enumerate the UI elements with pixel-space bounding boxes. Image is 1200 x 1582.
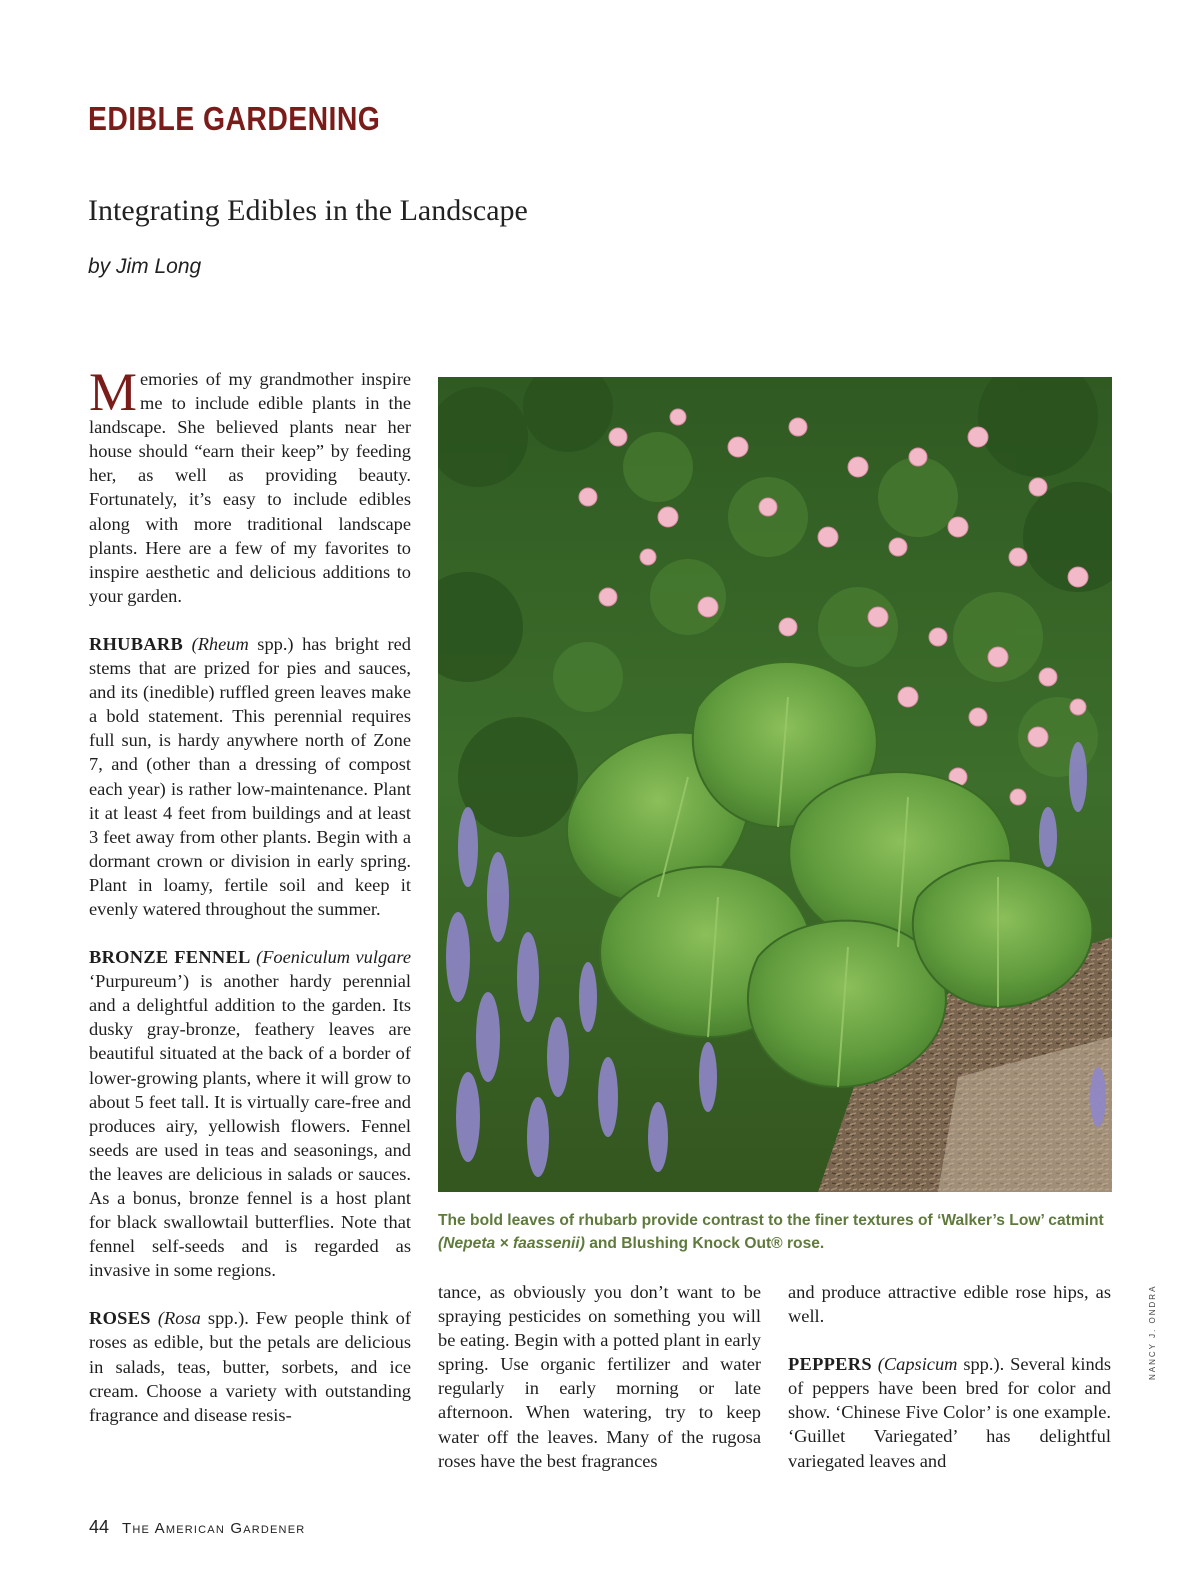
caption-text-1: The bold leaves of rhubarb provide contrast to the finer textures of ‘Walker’s Low’ catmint <box>438 1212 1104 1229</box>
peppers-latin: (Capsicum <box>877 1354 958 1375</box>
roses-text: spp.). Few people think of roses as edible, but the petals are delicious in salads, teas, butter, sorbets, and ice cream. Choose a variety with outstanding fragrance and disease resis- <box>89 1308 411 1425</box>
roses-latin: (Rosa <box>157 1308 201 1329</box>
column-3 <box>788 1280 1111 1497</box>
peppers-paragraph <box>788 1352 1111 1472</box>
page-footer <box>89 1517 305 1538</box>
fennel-paragraph <box>89 945 411 1282</box>
publication-name: The American Gardener <box>122 1520 306 1537</box>
caption-italic: (Nepeta × faassenii) <box>438 1235 585 1252</box>
rhubarb-latin-tail: spp.) <box>248 633 294 654</box>
drop-cap: M <box>89 362 138 422</box>
roses-col3: and produce attractive edible rose hips, as well. <box>788 1282 1111 1327</box>
fennel-text: ‘Purpureum’) is another hardy perennial and a delightful addition to the garden. Its dusky gray-bronze, feathery leaves are beautiful situated at the back of a border of lower-growing plants, where it will grow to about 5 feet tall. It is virtually care-free and produces airy, yellowish flowers. Fennel seeds are used in teas and seasonings, and the leaves are delicious in salads or sauces. As a bonus, bronze fennel is a host plant for black swallowtail butterflies. Note that fennel self-seeds and is regarded as invasive in some regions. <box>89 971 411 1281</box>
fennel-latin: (Foeniculum vulgare <box>256 947 411 968</box>
garden-photo <box>438 377 1112 1192</box>
rhubarb-paragraph <box>89 632 411 921</box>
peppers-text: spp.). Several kinds of peppers have been bred for color and show. ‘Chinese Five Color’ is one example. ‘Guillet Variegated’ has delightful variegated leaves and <box>788 1354 1111 1471</box>
photo-credit: NANCY J. ONDRA <box>1148 1284 1157 1380</box>
roses-paragraph <box>89 1306 411 1426</box>
page-number: 44 <box>89 1517 110 1537</box>
intro-text: emories of my grandmother inspire me to include edible plants in the landscape. She believed plants near her house should “earn their keep” by feeding her, as well as providing beauty. Fortunately, it’s easy to include edibles along with more traditional landscape plants. Here are a few of my favorites to inspire aesthetic and delicious additions to your garden. <box>89 369 411 606</box>
rhubarb-latin: (Rheum <box>191 633 249 654</box>
section-label: EDIBLE GARDENING <box>88 100 381 137</box>
peppers-heading: PEPPERS <box>788 1354 872 1375</box>
byline: by Jim Long <box>88 255 202 278</box>
column-1 <box>89 362 411 1451</box>
photo-caption <box>438 1209 1118 1255</box>
rhubarb-text: has bright red stems that are prized for pies and sauces, and its (inedible) ruffled green leaves make a bold statement. This perennial requires full sun, is hardy anywhere north of Zone 7, and (other than a dressing of compost each year) is rather low-maintenance. Plant it at least 4 feet from buildings and at least 3 feet away from other plants. Begin with a dormant crown or division in early spring. Plant in loamy, fertile soil and keep it evenly watered throughout the summer. <box>89 633 411 919</box>
column-2 <box>438 1280 761 1497</box>
roses-heading: ROSES <box>89 1308 151 1329</box>
article-title: Integrating Edibles in the Landscape <box>88 194 528 227</box>
rhubarb-heading: RHUBARB <box>89 633 184 654</box>
fennel-heading: BRONZE FENNEL <box>89 947 251 968</box>
caption-text-2: and Blushing Knock Out® rose. <box>584 1235 825 1252</box>
intro-paragraph <box>89 362 411 608</box>
garden-photo-illustration <box>438 377 1112 1192</box>
roses-continued: tance, as obviously you don’t want to be spraying pesticides on something you will be eating. Begin with a potted plant in early spring. Use organic fertilizer and water regularly in early morning or late afternoon. When watering, try to keep water off the leaves. Many of the rugosa roses have the best fragrances <box>438 1282 761 1471</box>
